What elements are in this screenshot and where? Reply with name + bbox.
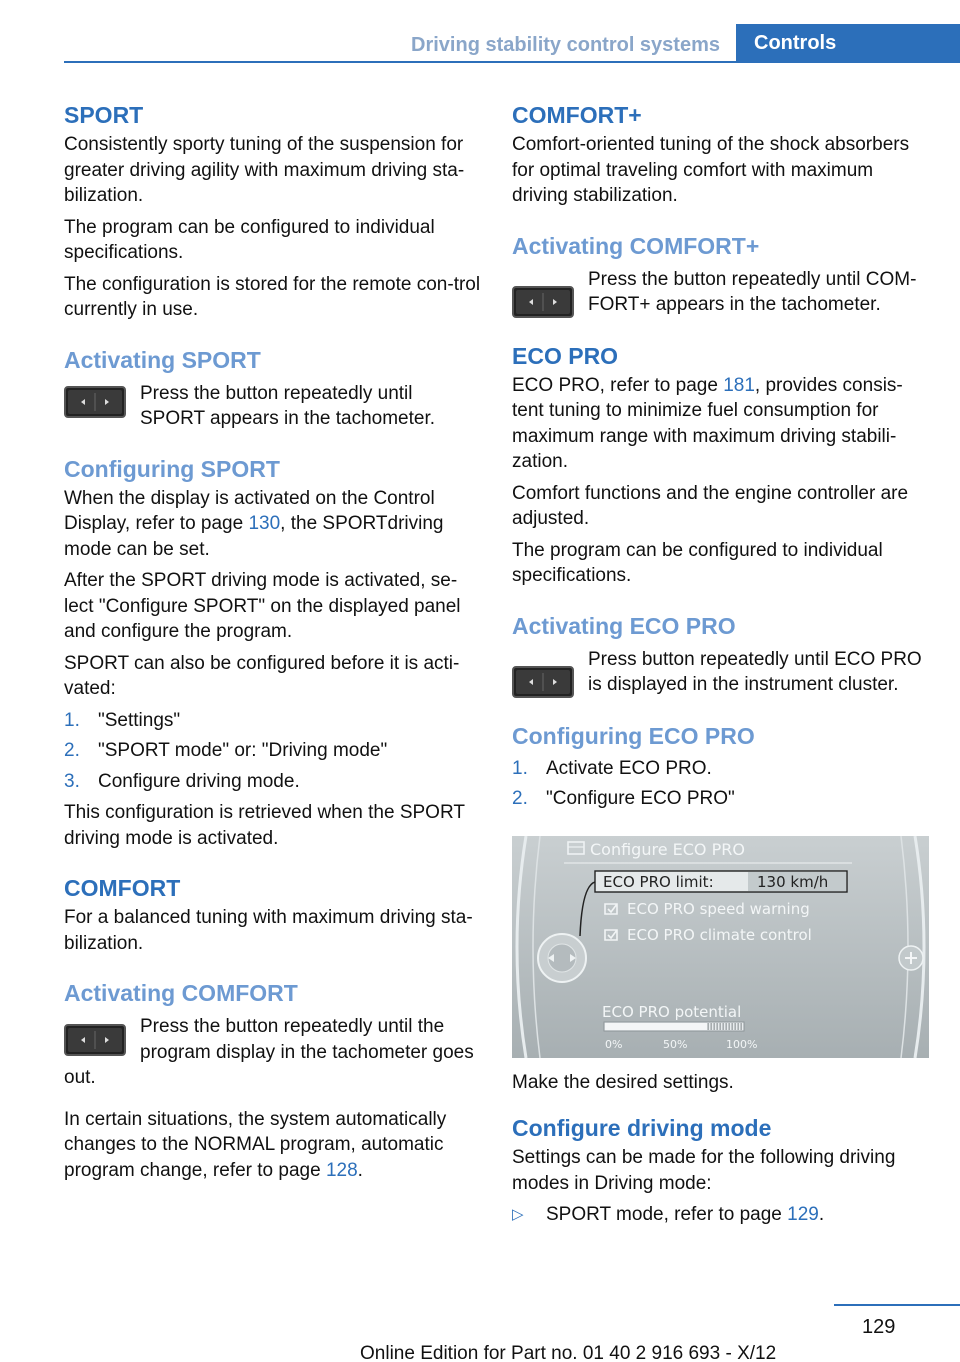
screen-limit-value[interactable]: 130 km/h xyxy=(757,872,829,891)
button-instruction xyxy=(64,1014,482,1091)
instruction-text: Press the button repeatedly until COM-FORT+ appears in the tachometer. xyxy=(588,268,917,315)
heading-sport: SPORT xyxy=(64,102,144,128)
list-text xyxy=(546,1202,824,1228)
page-link[interactable]: 128 xyxy=(325,1159,358,1181)
list-number: 1. xyxy=(512,757,528,779)
screen-option-2[interactable]: ECO PRO climate control xyxy=(627,925,812,944)
edition-footer: Online Edition for Part no. 01 40 2 916 693 - X/12 xyxy=(360,1343,777,1362)
list-number: 2. xyxy=(512,788,528,809)
list-text: Activate ECO PRO. xyxy=(546,757,712,779)
list-number: 2. xyxy=(64,740,80,761)
paragraph: Consistently sporty tuning of the suspension for greater driving agility with maximum driving sta-bilization. xyxy=(64,134,465,206)
list-item xyxy=(64,708,482,734)
button-instruction xyxy=(512,647,932,699)
paragraph: Make the desired settings. xyxy=(512,1071,734,1093)
paragraph: The configuration is stored for the remote con-trol currently in use. xyxy=(64,273,481,320)
screen-title: Configure ECO PRO xyxy=(590,839,745,859)
text: , provides consis-tent tuning to minimize fuel consumption for maximum range with maximum driving stabili-zation. xyxy=(512,374,903,472)
paragraph: For a balanced tuning with maximum driving sta-bilization. xyxy=(64,907,473,954)
page-number-rule xyxy=(834,1304,960,1306)
list-item xyxy=(64,738,482,764)
paragraph: This configuration is retrieved when the SPORT driving mode is activated. xyxy=(64,802,465,849)
list-item xyxy=(512,1202,932,1228)
page-link[interactable]: 130 xyxy=(248,513,281,534)
driving-mode-button-icon xyxy=(64,385,126,419)
paragraph xyxy=(64,486,482,563)
driving-mode-button-icon xyxy=(512,665,574,699)
heading-activating-comfort: Activating COMFORT xyxy=(64,980,298,1006)
button-instruction xyxy=(64,381,482,432)
page-link[interactable]: 181 xyxy=(723,374,755,396)
paragraph: Comfort-oriented tuning of the shock absorbers for optimal traveling comfort with maximum driving stabilization. xyxy=(512,134,910,206)
instruction-text: Press the button repeatedly until SPORT appears in the tachometer. xyxy=(140,382,436,429)
scale-label: 100% xyxy=(726,1037,758,1051)
driving-mode-button-icon xyxy=(64,1023,126,1057)
screen-potential-label: ECO PRO potential xyxy=(602,1002,742,1021)
header-rule xyxy=(64,61,960,63)
list-text: "SPORT mode" or: "Driving mode" xyxy=(98,740,388,761)
text: . xyxy=(357,1159,363,1181)
triangle-bullet-icon: ▷ xyxy=(512,1206,524,1223)
paragraph: Settings can be made for the following driving modes in Driving mode: xyxy=(512,1147,896,1194)
heading-activating-comfort-plus: Activating COMFORT+ xyxy=(512,232,760,259)
list-text: Configure driving mode. xyxy=(98,770,300,792)
page-link[interactable]: 129 xyxy=(787,1204,819,1225)
text: . xyxy=(818,1204,825,1225)
paragraph: After the SPORT driving mode is activated, se-lect "Configure SPORT" on the displayed panel and configure the program. xyxy=(64,570,461,642)
page-number: 129 xyxy=(862,1316,896,1338)
paragraph xyxy=(512,373,932,475)
list-text: "Configure ECO PRO" xyxy=(546,788,735,809)
list-number: 3. xyxy=(64,770,80,792)
right-column xyxy=(512,100,932,1228)
list-item xyxy=(512,786,932,812)
instruction-text: Press button repeatedly until ECO PRO is displayed in the instrument cluster. xyxy=(588,648,922,695)
text: When the display is activated on the Control Display, refer to page xyxy=(64,487,435,534)
text: In certain situations, the system automatically changes to the NORMAL program, automatic program change, refer to page xyxy=(64,1108,447,1181)
bullet-list xyxy=(512,1202,932,1228)
button-instruction xyxy=(512,267,932,319)
paragraph xyxy=(64,1107,482,1184)
text: SPORT mode, refer to page xyxy=(546,1204,788,1225)
heading-eco-pro: ECO PRO xyxy=(512,342,619,369)
heading-activating-sport: Activating SPORT xyxy=(64,346,261,373)
paragraph: SPORT can also be configured before it is acti-vated: xyxy=(64,652,460,699)
heading-comfort-plus: COMFORT+ xyxy=(512,102,642,128)
paragraph: The program can be configured to individual specifications. xyxy=(64,216,435,263)
list-item xyxy=(512,756,932,782)
numbered-list xyxy=(512,756,932,812)
list-number: 1. xyxy=(64,709,80,731)
potential-fill xyxy=(605,1023,707,1030)
control-display-screenshot xyxy=(512,836,929,1058)
driving-mode-button-icon xyxy=(512,285,574,319)
scale-label: 50% xyxy=(663,1037,688,1051)
heading-configure-driving-mode: Configure driving mode xyxy=(512,1115,772,1141)
numbered-list xyxy=(64,708,482,795)
text: , the SPORTdriving mode can be set. xyxy=(64,513,444,560)
list-text: "Settings" xyxy=(98,709,181,731)
screen-option-1[interactable]: ECO PRO speed warning xyxy=(627,899,810,918)
heading-configuring-eco-pro: Configuring ECO PRO xyxy=(512,722,755,749)
list-item xyxy=(64,769,482,795)
paragraph: Comfort functions and the engine controller are adjusted. xyxy=(512,482,909,529)
instruction-text: Press the button repeatedly until the program display in the tachometer goes out. xyxy=(64,1016,474,1088)
scale-label: 0% xyxy=(605,1037,623,1051)
paragraph: The program can be configured to individual specifications. xyxy=(512,539,883,586)
heading-activating-eco-pro: Activating ECO PRO xyxy=(512,612,736,639)
running-header-section: Driving stability control systems xyxy=(411,34,720,56)
screen-limit-label: ECO PRO limit: xyxy=(603,872,714,891)
heading-configuring-sport: Configuring SPORT xyxy=(64,455,280,482)
heading-comfort: COMFORT xyxy=(64,875,181,901)
left-column xyxy=(64,100,482,1183)
text: ECO PRO, refer to page xyxy=(512,374,724,396)
running-header-tab: Controls xyxy=(736,24,960,63)
